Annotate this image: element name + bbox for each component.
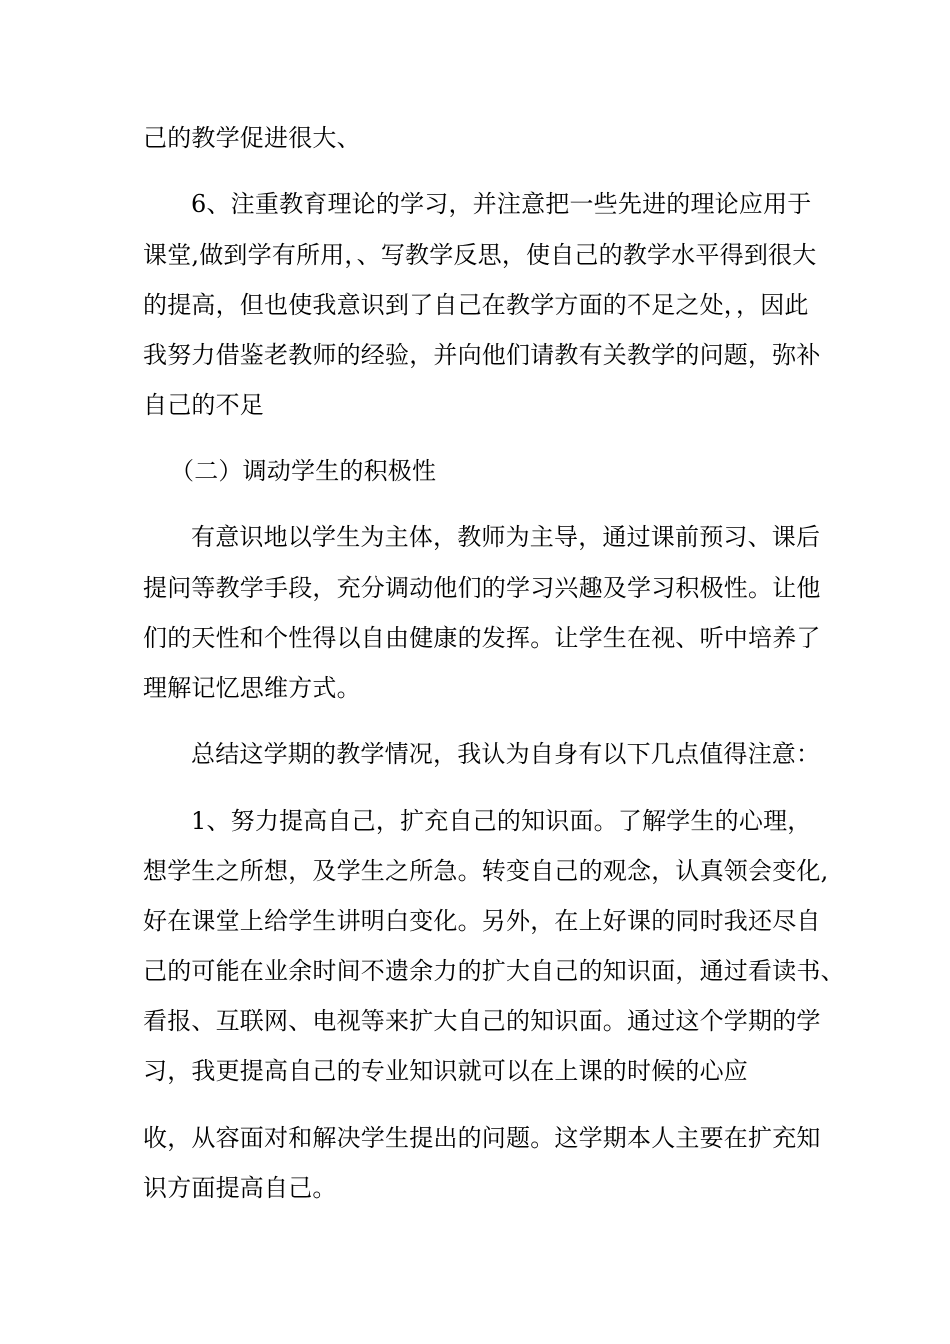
text-line: 提问等教学手段，充分调动他们的学习兴趣及学习积极性。让他	[143, 574, 821, 602]
text-line: 课堂,做到学有所用，、写教学反思，使自己的教学水平得到很大	[143, 241, 817, 269]
paragraph-first-line: 总结这学期的教学情况，我认为自身有以下几点值得注意：	[191, 740, 821, 768]
text-line: 们的天性和个性得以自由健康的发挥。让学生在视、听中培养了	[143, 624, 821, 652]
text-line: 好在课堂上给学生讲明白变化。另外，在上好课的同时我还尽自	[143, 907, 821, 935]
text-line: 收，从容面对和解决学生提出的问题。这学期本人主要在扩充知	[143, 1124, 821, 1152]
text-line: 看报、互联网、电视等来扩大自己的知识面。通过这个学期的学	[143, 1007, 821, 1035]
text-line: 己的教学促进很大、	[143, 124, 361, 152]
text-line: 我努力借鉴老教师的经验，并向他们请教有关教学的问题，弥补	[143, 341, 821, 369]
paragraph-first-line: 有意识地以学生为主体，教师为主导，通过课前预习、课后	[191, 523, 821, 551]
section-heading: （二）调动学生的积极性	[170, 457, 437, 485]
text-line: 己的可能在业余时间不遗余力的扩大自己的知识面，通过看读书、	[143, 957, 845, 985]
paragraph-first-line: 6、注重教育理论的学习，并注意把一些先进的理论应用于	[191, 190, 812, 218]
text-line: 习，我更提高自己的专业知识就可以在上课的时候的心应	[143, 1057, 748, 1085]
text-line: 自己的不足	[143, 391, 264, 419]
text-line: 识方面提高自己。	[143, 1174, 337, 1202]
text-line: 理解记忆思维方式。	[143, 674, 361, 702]
paragraph-first-line: 1、努力提高自己，扩充自己的知识面。了解学生的心理，	[191, 807, 812, 835]
text-line: 的提高，但也使我意识到了自己在教学方面的不足之处，，因此	[143, 291, 809, 319]
text-line: 想学生之所想，及学生之所急。转变自己的观念，认真领会变化,	[143, 857, 829, 885]
